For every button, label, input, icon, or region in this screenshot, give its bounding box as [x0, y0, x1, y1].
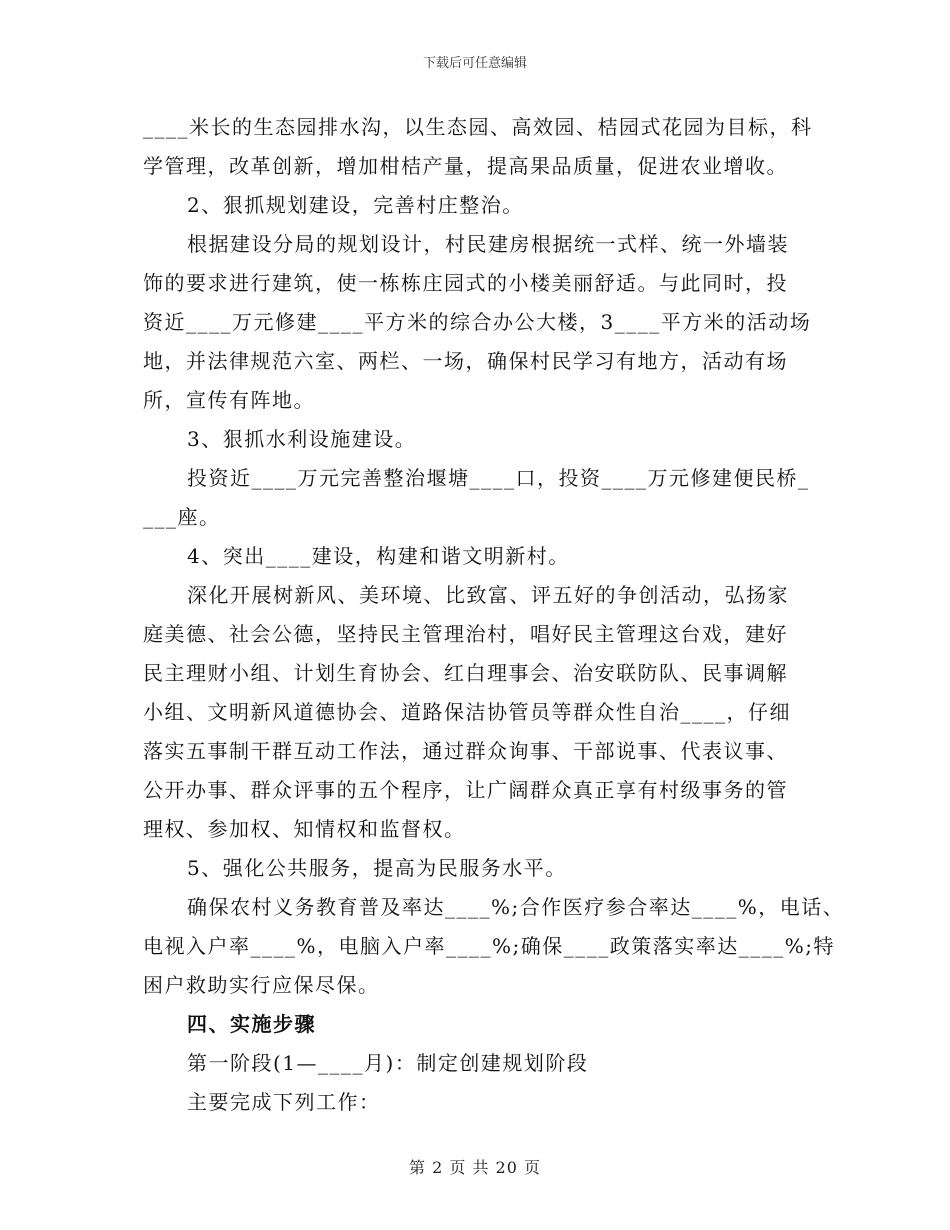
body-line: 所，宣传有阵地。 [143, 388, 315, 412]
body-line: 确保农村义务教育普及率达____%;合作医疗参合率达____%，电话、 [187, 895, 845, 919]
body-line: 根据建设分局的规划设计，村民建房根据统一式样、统一外墙装 [187, 232, 789, 256]
page-number: 第 2 页 共 20 页 [409, 1158, 541, 1177]
section-heading: 3、狠抓水利设施建设。 [187, 427, 417, 451]
body-line: 理权、参加权、知情权和监督权。 [143, 817, 466, 841]
body-line: 困户救助实行应保尽保。 [143, 973, 380, 997]
body-line: 主要完成下列工作： [187, 1090, 381, 1114]
body-line: 第一阶段(1—____月)：制定创建规划阶段 [187, 1051, 589, 1075]
body-line: 电视入户率____%，电脑入户率____%;确保____政策落实率达____%;特 [143, 934, 835, 958]
section-heading: 4、突出____建设，构建和谐文明新村。 [187, 544, 570, 568]
section-heading: 2、狠抓规划建设，完善村庄整治。 [187, 193, 524, 217]
body-line: 资近____万元修建____平方米的综合办公大楼，3____平方米的活动场 [143, 310, 812, 334]
body-line: 民主理财小组、计划生育协会、红白理事会、治安联防队、民事调解 [143, 661, 788, 685]
body-line: 投资近____万元完善整治堰塘____口，投资____万元修建便民桥_ [187, 466, 810, 490]
document-body [143, 108, 845, 1122]
body-line: 小组、文明新风道德协会、道路保洁协管员等群众性自治____，仔细 [143, 700, 791, 724]
body-line: ____米长的生态园排水沟，以生态园、高效园、桔园式花园为目标，科 [143, 115, 813, 139]
body-line: 学管理，改革创新，增加柑桔产量，提高果品质量，促进农业增收。 [143, 154, 788, 178]
body-line: 落实五事制干群互动工作法，通过群众询事、干部说事、代表议事、 [143, 739, 788, 763]
body-line: 公开办事、群众评事的五个程序，让广阔群众真正享有村级事务的管 [143, 778, 788, 802]
body-line: ___座。 [143, 505, 221, 529]
body-line: 庭美德、社会公德，坚持民主管理治村，唱好民主管理这台戏，建好 [143, 622, 788, 646]
page-header: 下载后可任意编辑 [422, 56, 527, 71]
body-line: 地，并法律规范六室、两栏、一场，确保村民学习有地方，活动有场 [143, 349, 788, 373]
body-line: 深化开展树新风、美环境、比致富、评五好的争创活动，弘扬家 [187, 583, 789, 607]
chapter-heading: 四、实施步骤 [187, 1012, 316, 1036]
body-line: 饰的要求进行建筑，使一栋栋庄园式的小楼美丽舒适。与此同时，投 [143, 271, 788, 295]
section-heading: 5、强化公共服务，提高为民服务水平。 [187, 856, 567, 880]
